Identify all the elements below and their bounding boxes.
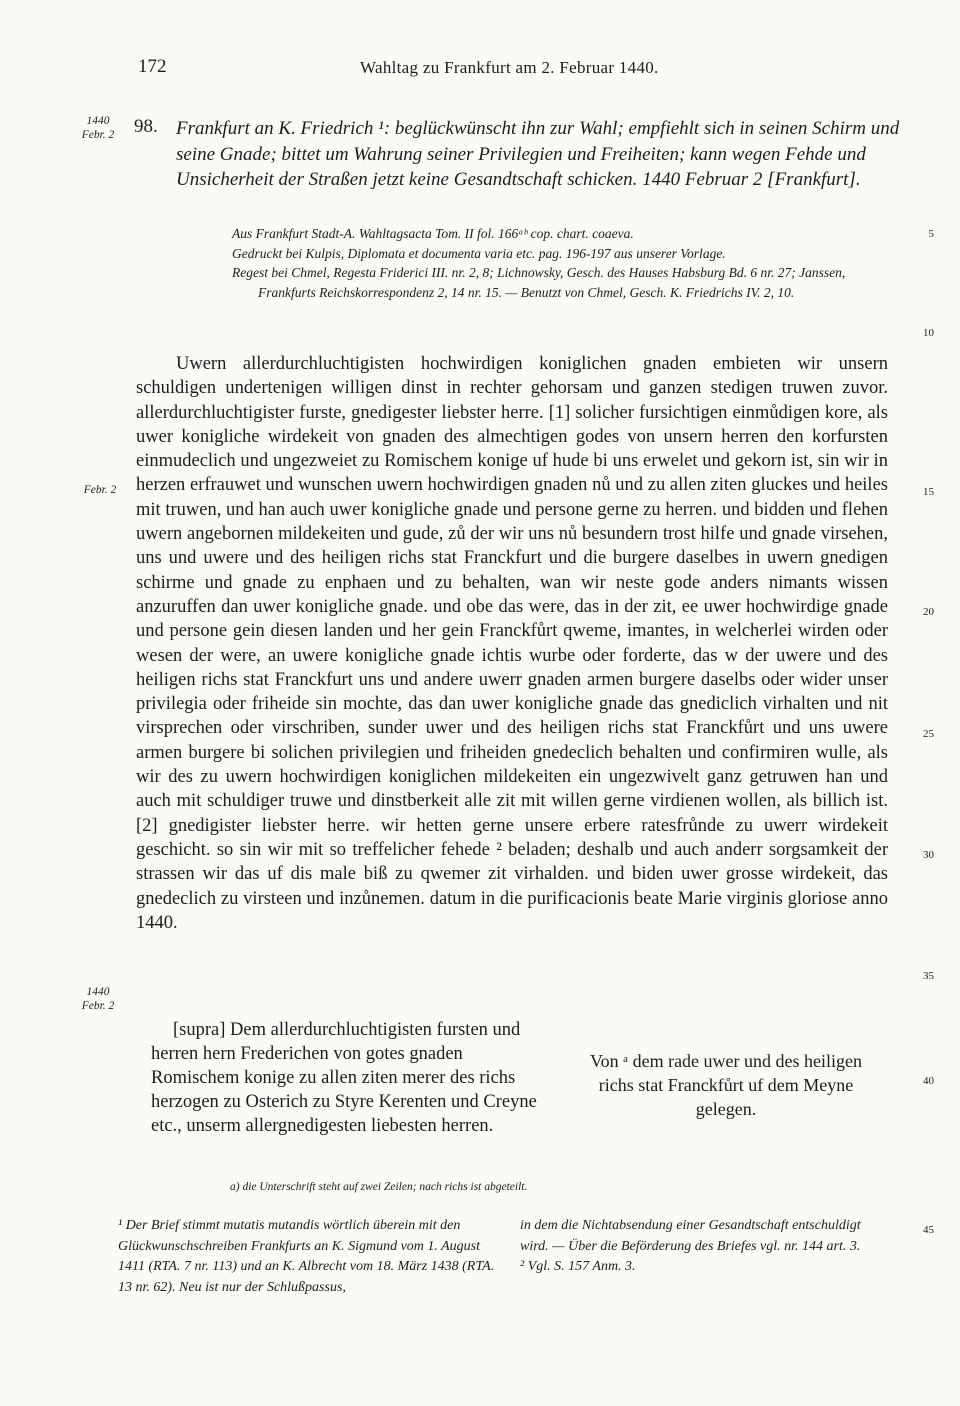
- margin-end-date-day: Febr. 2: [81, 1000, 115, 1012]
- document-summary: [176, 116, 911, 193]
- signature-line-1: Von ᵃ dem rade uwer und des heiligen: [589, 1051, 863, 1071]
- margin-end-date: [74, 985, 122, 1013]
- footnote-1-continued: in dem die Nichtabsendung einer Gesandtschaft entschuldigt wird. — Über die Beförderung des Briefes vgl. nr. 144 art. 3.: [520, 1218, 861, 1254]
- margin-date: [74, 114, 122, 142]
- footnote-2: ² Vgl. S. 157 Anm. 3.: [520, 1259, 636, 1274]
- letter-text: Uwern allerdurchluchtigisten hochwirdigen koniglichen gnaden embieten wir unsern schuldigen undertenigen willigen dinst in rechter gehorsam und ganzen stedigen truwen zuvor. allerdurchluchtigister furste, gnedigester liebster herre. [1] solicher fursichtigen einmůdigen kore, als uwer konigliche wirdekeit von gnaden des almechtigen godes von unsern herren den korfursten einmudeclich und ungezweiet zu Romischem konige uf hude bi uns erwelet und gekorn ist, sin wir in herzen erfrauwet und wunschen uwern hochwirdigen gnaden nů und zu allen ziten gluckes und heiles mit truwen, und han auch uwer konigliche gnade und persone gerne zu herren. und bidden und flehen uwern angebornen mildekeiten und gude, zů der wir uns nů besundern trost hilfe und gnade virsehen, uns und uwere und des heiligen richs stat Franckfurt und die burgere daselbes in uwern gnedigen schirme und gnade zu enphaen und zu behalten, wan wir neste gode anders nimants wissen anzuruffen dan uwer konigliche gnade. und obe das were, das in der zit, ee uwer hochwirdige gnade und persone gein diesen landen und her gein Franckfůrt qweme, imantes, in welcherlei wirden oder wesen der were, an uwere konigliche gnade ichtis wurbe oder forderte, das w der uwere und des heiligen richs stat Franckfurt uns und andere uwerr gnaden armen burgere daselbs oder wider unser privilegia oder friheide sin mochte, das dan uwer konigliche gnade das gnediclich virhalten und nit virsprechen oder virschriben, sunder uwer und des heiligen richs stat Franckfůrt und uns uwere armen burgere bi solichen privilegien und friheiden gnedeclich behalten und confirmiren wulle, als wir des zu uwern hochwirdigen koniglichen mildekeiten ein ungezwivelt ganz getruwen han und auch mit schuldiger truwe und dinstberkeit alle zit mit willen gerne virdienen wollen, als billich ist. [2] gnedigister liebster herre. wir hetten gerne unsere erbere ratesfrůnde zu uwerr wirdekeit geschicht. so sin wir mit so treffelicher fehede ² beladen; deshalb und auch anderr sorgsamkeit der strassen wir das uf dis male biß zu qwemer zit virhalden. und biden uwer grosse wirdekeit, das gnedeclich zu virsteen und inzůnemen. datum in die purificacionis beate Marie virginis gloriose anno 1440.: [136, 354, 888, 933]
- page-header: [0, 56, 960, 86]
- source-regest: Regest bei Chmel, Regesta Friderici III. nr. 2, 8; Lichnowsky, Gesch. des Hauses Habsburg Bd. 6 nr. 27; Janssen, Frankfurts Reichskorrespondenz 2, 14 nr. 15. — Benutzt von Chmel, Gesch. K. Friedrichs IV. 2, 10.: [232, 265, 846, 300]
- running-title: Wahltag zu Frankfurt am 2. Februar 1440.: [360, 58, 659, 77]
- signature-line-2: richs stat Franckfůrt uf dem Meyne: [598, 1075, 854, 1095]
- source-archive: Aus Frankfurt Stadt-A. Wahltagsacta Tom. II fol. 166ᵃᵇ cop. chart. coaeva.: [232, 226, 634, 241]
- line-number-10: 10: [923, 327, 934, 339]
- footnote-1-text: ¹ Der Brief stimmt mutatis mutandis wörtlich überein mit den Glückwunschschreiben Frankfurts an K. Sigmund vom 1. August 1411 (RTA. 7 nr. 113) und an K. Albrecht vom 18. März 1438 (RTA. 13 nr. 62). Neu ist nur der Schlußpassus,: [118, 1218, 495, 1295]
- line-number-40: 40: [923, 1075, 934, 1087]
- source-notes: [232, 224, 897, 302]
- margin-end-date-year: 1440: [86, 986, 110, 998]
- variant-note: a) die Unterschrift steht auf zwei Zeilen; nach richs ist abgeteilt.: [230, 1181, 528, 1193]
- margin-date-day: Febr. 2: [81, 129, 115, 141]
- margin-date-year: 1440: [86, 115, 110, 127]
- line-number-15: 15: [923, 486, 934, 498]
- line-number-25: 25: [923, 728, 934, 740]
- line-number-30: 30: [923, 849, 934, 861]
- document-number: 98.: [134, 116, 158, 137]
- line-number-5: 5: [928, 228, 934, 240]
- line-number-45: 45: [923, 1224, 934, 1236]
- line-number-20: 20: [923, 606, 934, 618]
- letter-address: [151, 1018, 546, 1138]
- signature-line-3: gelegen.: [695, 1099, 757, 1119]
- margin-inline-date: Febr. 2: [83, 484, 117, 496]
- page-number: 172: [138, 56, 167, 77]
- letter-body: [136, 352, 888, 935]
- summary-text: Frankfurt an K. Friedrich ¹: beglückwünscht ihn zur Wahl; empfiehlt sich in seinen Schirm und seine Gnade; bittet um Wahrung seiner Privilegien und Freiheiten; kann wegen Fehde und Unsicherheit der Straßen jetzt keine Gesandtschaft schicken. 1440 Februar 2 [Frankfurt].: [176, 118, 900, 190]
- footnote-1: [118, 1216, 496, 1298]
- footnotes-right: [520, 1216, 888, 1278]
- letter-signature: [565, 1049, 887, 1121]
- source-printed: Gedruckt bei Kulpis, Diplomata et documenta varia etc. pag. 196-197 aus unserer Vorlage.: [232, 245, 726, 261]
- line-number-35: 35: [923, 970, 934, 982]
- address-text: [supra] Dem allerdurchluchtigisten fursten und herren hern Frederichen von gotes gnaden Romischem konige zu allen ziten merer des richs herzogen zu Osterich zu Styre Kerenten und Creyne etc., unserm allergnedigesten liebesten herren.: [151, 1020, 537, 1136]
